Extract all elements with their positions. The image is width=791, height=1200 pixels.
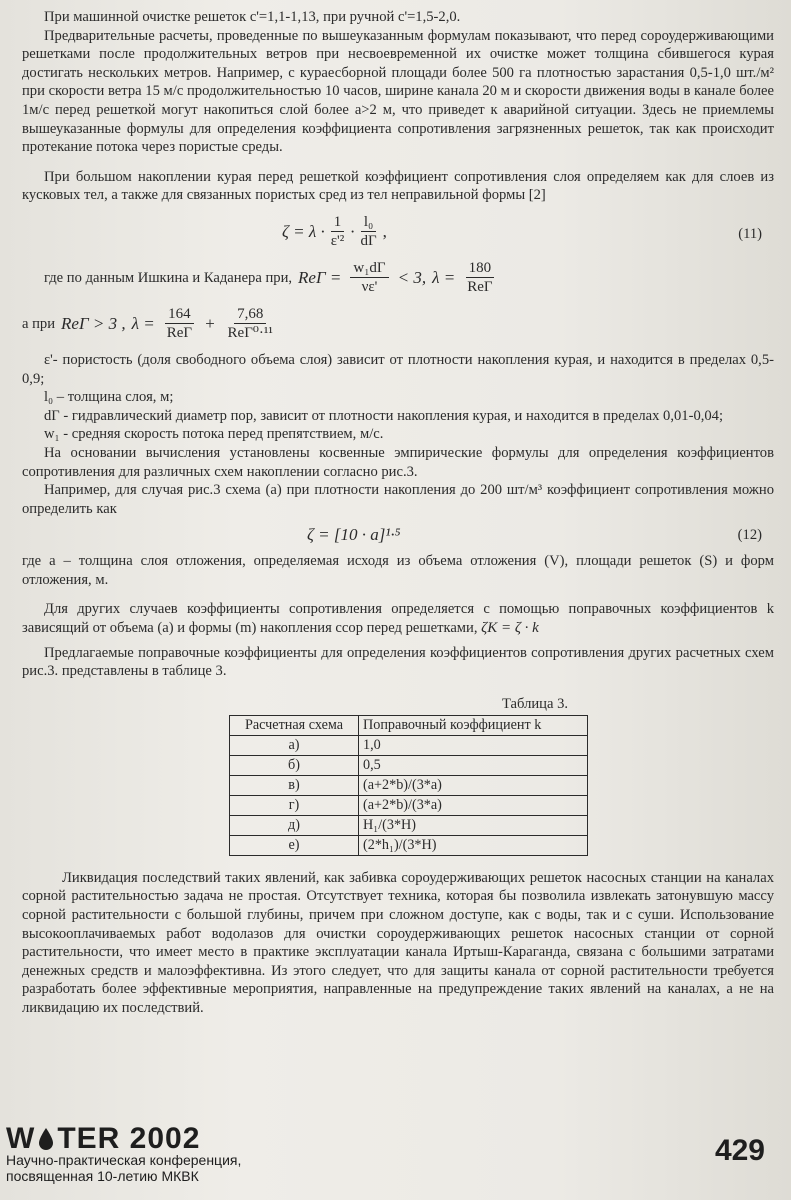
- definition-flow-velocity: w₁ - средняя скорость потока перед препятствием, м/с.: [44, 426, 384, 443]
- water-2002-logo: W TER 2002: [6, 1122, 201, 1155]
- formula-11-lhs: ζ = λ ·: [282, 221, 325, 241]
- equation-number-12: (12): [737, 527, 762, 544]
- lambda-high-fraction-1: $\frac{164}{\text{ReГ}}$: [166, 306, 193, 342]
- paragraph-liquidation: Ликвидация последствий таких явлений, как забивка сороудерживающих решеток насосных станции на каналах сорной растительностью задача не простая. Отсутствует техника, которая бы позволила извлекать затонувшую массу сорной растительности с большой глубины, причем при сложном доступе, как с воды, так и с суши. Использование высокооплачиваемых работ водолазов для очистки сороудерживающих решеток насосных станции от сорной растительности, что имеет место в практике эксплуатации канала Иртыш-Караганда, связана с большими затратами денежных средств и малоэффективна. Из этого следует, что для защиты канала от сорной растительности требуется разработать более эффективные мероприятия, направленные на предупреждение таких явлений на каналах, а не на ликвидацию их последствий.: [22, 869, 774, 1016]
- page-footer: [0, 1112, 791, 1200]
- definition-hydraulic-diameter: dГ - гидравлический диаметр пор, зависит от плотности накопления курая, и находится в пределах 0,01-0,04;: [44, 407, 724, 424]
- paragraph-preliminary-calculations: Предварительные расчеты, проведенные по вышеуказанным формулам показывают, что перед сороудерживающими решетками после продолжительных ветров при несвоевременной их очистке может толщина сбившегося курая достигать нескольких метров. Например, с кураесборной площади более 500 га плотностью зарастания 0,5-1,0 шт./м² при скорости ветра 15 м/с продолжительностью 10 часов, ширине канала 20 м и скорости движения воды в канале более 1м/с перед решеткой могут накопиться слой более а>2 м, что приведет к аварийной ситуации. Здесь не приемлемы вышеуказанные формулы для определения коэффициента сопротивления загрязненных решеток, так как происходит протекание потока через пористые среды.: [22, 27, 774, 156]
- article-body: [22, 8, 774, 1018]
- paragraph-correction-coefficients: Для других случаев коэффициенты сопротивления определяется с помощью поправочных коэффициентов k зависящий от объема (а) и формы (m) накопления ссор перед решетками, ζK = ζ · k: [22, 601, 774, 637]
- table-row: д) H₁/(3*H): [230, 815, 588, 835]
- table-row: б) 0,5: [230, 755, 588, 775]
- reynolds-condition-low: где по данным Ишкина и Каданера при, ReГ = $\frac{\text{w₁dГ}}{\nu\varepsilon'}$ < 3, λ = $\frac{180}{\text{ReГ}}$: [22, 257, 774, 299]
- table-header-coefficient: Поправочный коэффициент k: [359, 715, 588, 735]
- reynolds-condition-high: а при ReГ > 3 , λ = $\frac{164}{\text{ReГ}}$ + $\frac{7,68}{\text{ReГ⁰·¹¹}}$: [22, 303, 774, 345]
- formula-11-fraction-1: $\frac{1}{\text{ε'²}}$: [330, 214, 345, 250]
- definition-layer-thickness: l₀ – толщина слоя, м;: [44, 389, 174, 406]
- water-drop-icon: [37, 1127, 55, 1151]
- paragraph-large-accumulation: При большом накоплении курая перед решеткой коэффициент сопротивления слоя определяем как для слоев из кусковых тел, а также для связанных пористых сред из тел неправильной формы [2]: [22, 168, 774, 204]
- table-header-scheme: Расчетная схема: [230, 715, 359, 735]
- formula-k: ζK = ζ · k: [481, 620, 539, 637]
- table-row: а) 1,0: [230, 735, 588, 755]
- table-header-row: [230, 715, 588, 735]
- table-3-container: [22, 695, 774, 865]
- paragraph-layer-thickness-a: где а – толщина слоя отложения, определяемая исходя из объема отложения (V), площади решеток (S) и форм отложения, м.: [22, 553, 774, 588]
- reynolds-fraction: $\frac{\text{w₁dГ}}{\nu\varepsilon'}$: [350, 259, 388, 296]
- lambda-high-fraction-2: $\frac{7,68}{\text{ReГ⁰·¹¹}}$: [227, 306, 273, 342]
- paragraph-cleaning-coefficients: При машинной очистке решеток c'=1,1-1,13, при ручной c'=1,5-2,0.: [44, 9, 461, 25]
- table-title: Таблица 3.: [502, 695, 569, 712]
- formula-12: ζ = [10 · a]¹·⁵ (12): [307, 524, 762, 544]
- formula-11-fraction-2: $\frac{\text{l₀}}{dГ}$: [360, 214, 377, 250]
- paragraph-table-reference: Предлагаемые поправочные коэффициенты для определения коэффициентов сопротивления других расчетных схем рис.3. представлены в таблице 3.: [22, 644, 774, 680]
- table-row: в) (a+2*b)/(3*a): [230, 775, 588, 795]
- correction-coefficients-table: [229, 715, 588, 856]
- paragraph-example-scheme-a: Например, для случая рис.3 схема (а) при плотности накопления до 200 шт/м³ коэффициент сопротивления можно определить как: [22, 482, 774, 517]
- paragraph-empirical-formulas: На основании вычисления установлены косвенные эмпирические формулы для определения коэффициентов сопротивления для различных схем накоплении согласно рис.3.: [22, 444, 774, 480]
- definition-porosity: ε'- пористость (доля свободного объема слоя) зависит от плотности накопления курая, и находится в пределах 0,5-0,9;: [22, 351, 774, 387]
- table-row: е) (2*h₁)/(3*H): [230, 835, 588, 855]
- paragraph-ishkin-kadaner: где по данным Ишкина и Каданера при,: [44, 269, 293, 286]
- equation-number-11: (11): [738, 225, 762, 242]
- formula-11: ζ = λ · $\frac{1}{\text{ε'²}}$ · $\frac{\text{l₀}}{dГ}$ , (11): [282, 214, 762, 250]
- lambda-low-fraction: $\frac{180}{\text{ReГ}}$: [467, 260, 493, 296]
- table-row: г) (a+2*b)/(3*a): [230, 795, 588, 815]
- page-number: 429: [714, 1134, 765, 1167]
- conference-caption: Научно-практическая конференция, посвященная 10-летию МКВК: [6, 1152, 242, 1184]
